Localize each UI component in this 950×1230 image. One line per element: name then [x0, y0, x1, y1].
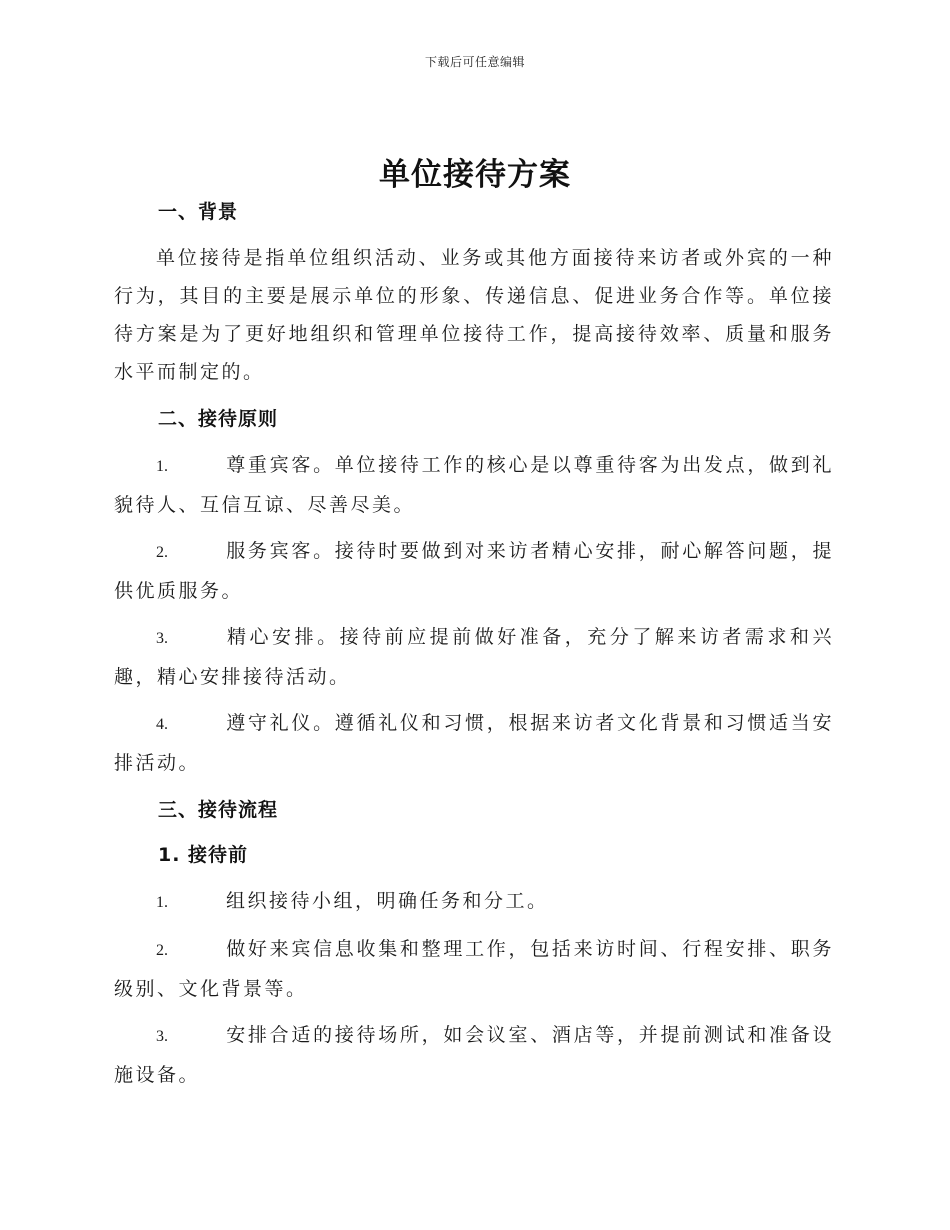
document-title: 单位接待方案: [379, 157, 571, 193]
header-note: 下载后可任意编辑: [424, 55, 525, 69]
list-item-number: 3.: [156, 630, 168, 647]
list-item: [114, 618, 834, 696]
list-item-number: 3.: [156, 1028, 168, 1045]
section-heading-principles: 二、接待原则: [158, 408, 279, 430]
list-item: [114, 532, 834, 610]
section-heading-process: 三、接待流程: [158, 799, 279, 821]
section-heading-background: 一、背景: [158, 201, 239, 223]
list-item-text: 组织接待小组，明确任务和分工。: [226, 890, 549, 912]
background-paragraph: 单位接待是指单位组织活动、业务或其他方面接待来访者或外宾的一种行为，其目的主要是展示单位的形象、传递信息、促进业务合作等。单位接待方案是为了更好地组织和管理单位接待工作，提高接待效率、质量和服务水平而制定的。: [114, 247, 834, 383]
list-item-number: 1.: [156, 894, 168, 911]
list-item-text: 服务宾客。接待时要做到对来访者精心安排，耐心解答问题，提供优质服务。: [114, 540, 834, 602]
list-item-number: 2.: [156, 544, 168, 561]
list-item: [114, 446, 834, 524]
list-item: [114, 704, 834, 782]
subsection-heading-before-reception: 1. 接待前: [158, 844, 249, 866]
list-item-text: 做好来宾信息收集和整理工作，包括来访时间、行程安排、职务级别、文化背景等。: [114, 938, 834, 1000]
list-item-text: 安排合适的接待场所，如会议室、酒店等，并提前测试和准备设施设备。: [114, 1024, 834, 1086]
list-item-text: 尊重宾客。单位接待工作的核心是以尊重待客为出发点，做到礼貌待人、互信互谅、尽善尽美。: [114, 454, 834, 516]
list-item-number: 2.: [156, 942, 168, 959]
list-item: [114, 1016, 834, 1094]
list-item: [114, 930, 834, 1008]
list-item: [114, 882, 834, 922]
document-body: [114, 194, 834, 1094]
list-item-number: 4.: [156, 716, 168, 733]
list-item-number: 1.: [156, 458, 168, 475]
list-item-text: 遵守礼仪。遵循礼仪和习惯，根据来访者文化背景和习惯适当安排活动。: [114, 712, 834, 774]
list-item-text: 精心安排。接待前应提前做好准备，充分了解来访者需求和兴趣，精心安排接待活动。: [114, 626, 834, 688]
